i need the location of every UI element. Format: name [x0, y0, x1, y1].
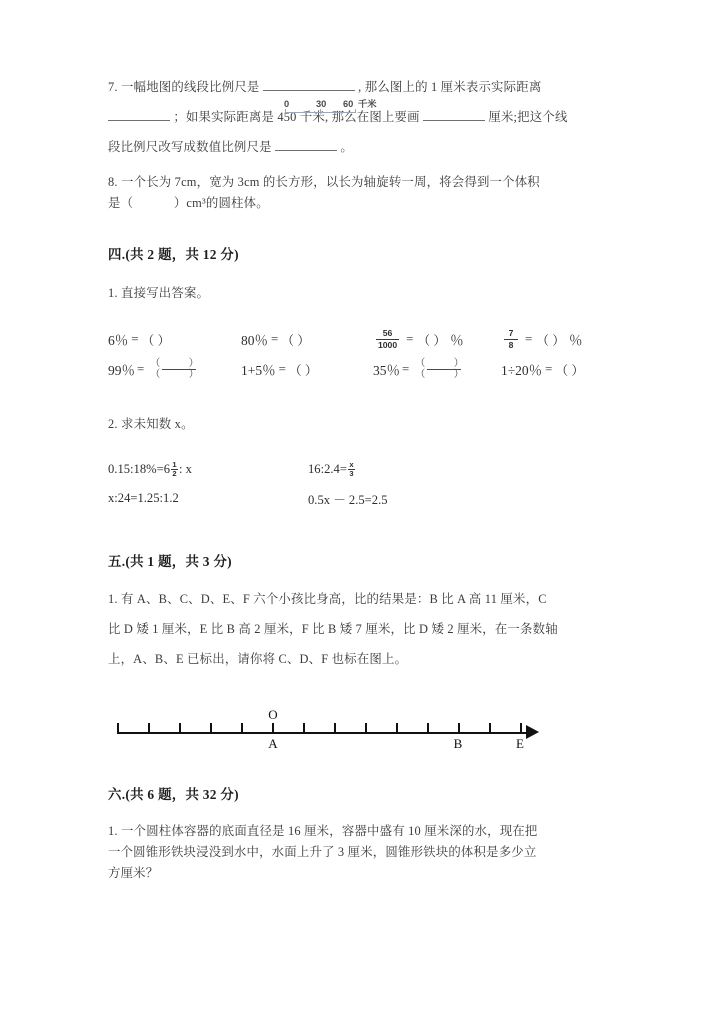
question-8-answer-slot: [137, 195, 171, 207]
percent-item-1: [108, 329, 241, 349]
section-6-text-line-2: 一个圆锥形铁块浸没到水中，水面上升了 3 厘米，圆锥形铁块的体积是多少立: [108, 845, 537, 859]
scale-bar-tick-0: [285, 109, 286, 113]
question-7-line-1: [108, 72, 614, 102]
number-line-arrowhead-icon: [526, 725, 539, 739]
percent-row-1: [108, 324, 614, 354]
question-7-text-after: , 那么图上的 1 厘米表示实际距离: [358, 80, 542, 94]
number-line-tick-9: [396, 723, 398, 732]
section-5-text-line-3: 上，A、B、E 已标出，请你将 C、D、F 也标在图上。: [108, 652, 408, 666]
percent-item-6: [241, 359, 373, 379]
question-8-number: 8.: [108, 175, 118, 189]
equation-3-text: x:24=1.25:1.2: [108, 491, 179, 505]
percent-item-1-answer: （ ）: [141, 333, 171, 348]
question-7-line-2-text-b: 厘米;把这个线: [488, 110, 568, 124]
equation-row-1: [108, 455, 614, 484]
equation-4: [308, 489, 388, 508]
percent-item-8-left: 1÷20％: [501, 363, 543, 378]
percent-item-6-left: 1+5％: [241, 363, 276, 378]
percent-item-7-answer-fraction: [412, 359, 477, 380]
section-5-text-line-2: 比 D 矮 1 厘米，E 比 B 高 2 厘米，F 比 B 矮 7 厘米，比 D 矮 2 厘米，在一条数轴: [108, 622, 558, 636]
equation-1-fraction: [171, 461, 178, 477]
percent-item-5-left: 99％: [108, 363, 135, 378]
scale-bar-labels: [284, 99, 382, 111]
percent-item-2-left: 80％: [241, 333, 268, 348]
scale-bar-tick-1: [320, 109, 321, 113]
percent-item-4-numerator: 7: [508, 327, 514, 338]
number-line-tick-6: [303, 723, 305, 732]
section-6-heading: 六.(共 6 题，共 32 分): [108, 787, 239, 802]
section-5-item-1-line-1: [108, 584, 614, 614]
spacer: [108, 304, 614, 324]
spacer: [108, 803, 614, 821]
percent-item-4-fraction: [504, 329, 518, 349]
number-line-tick-13: [520, 723, 522, 732]
percent-item-5-answer-fraction: [147, 359, 212, 380]
section-6-text-line-3: 方厘米？: [108, 866, 159, 880]
percent-item-3: [373, 329, 501, 349]
equation-2-fraction: [348, 461, 355, 477]
question-8-line-1: [108, 172, 614, 193]
percent-item-2-answer: （ ）: [281, 333, 311, 348]
percent-item-4-equals: =: [525, 331, 533, 346]
scale-bar-tick-2: [355, 109, 356, 113]
percent-item-2-equals: =: [271, 331, 279, 346]
question-8-line-2: [108, 193, 614, 214]
percent-item-7-denominator: （ ）: [415, 368, 477, 380]
number-line-label-E: E: [516, 736, 524, 751]
section-4-item-1: [108, 283, 614, 304]
section-4-heading: 四.(共 2 题，共 12 分): [108, 247, 239, 262]
equation-2-denominator: 3: [349, 469, 354, 478]
question-7-blank-3: [275, 138, 337, 151]
question-7: [108, 72, 614, 162]
question-7-number: 7.: [108, 80, 118, 94]
spacer: [108, 263, 614, 283]
spacer: [108, 435, 614, 455]
percent-item-4: [501, 329, 611, 349]
question-8-text-2a: 是（: [108, 196, 134, 210]
number-line-tick-11: [458, 723, 460, 732]
equation-2-numerator: x: [349, 460, 354, 470]
percent-item-3-numerator: 56: [382, 327, 393, 338]
number-line-tick-1: [148, 723, 150, 732]
equation-2-prefix: 16:2.4=: [308, 462, 347, 476]
percent-item-4-answer: （ ）: [536, 333, 566, 348]
section-5-item-1-line-2: [108, 614, 614, 644]
percent-item-1-left: 6％: [108, 333, 129, 348]
number-line-tick-4: [241, 723, 243, 732]
section-5-text-line-1: 有 A、B、C、D、E、F 六个小孩比身高，比的结果是：B 比 A 高 11 厘米，C: [121, 592, 547, 606]
section-4-item-2-text: 求未知数 x。: [121, 417, 194, 431]
number-line-label-A: A: [268, 736, 278, 751]
section-4-item-1-text: 直接写出答案。: [121, 286, 210, 300]
percent-item-8-equals: =: [545, 361, 553, 376]
number-line-tick-8: [365, 723, 367, 732]
question-7-blank-2: [423, 108, 485, 121]
equation-1: [108, 461, 308, 477]
equation-1-numerator: 1: [172, 460, 177, 470]
section-6-item-1-line-2: [108, 842, 614, 863]
scale-bar-unit-label: 千米: [358, 99, 377, 109]
question-8-text-2b: ）cm³的圆柱体。: [173, 196, 269, 210]
percent-item-3-fraction: [376, 329, 399, 349]
spacer: [108, 384, 614, 414]
scale-bar-label-0: 0: [284, 99, 290, 109]
number-line-tick-12: [489, 723, 491, 732]
percent-item-1-equals: =: [131, 331, 139, 346]
scale-bar-label-30: 30: [316, 99, 327, 109]
section-6-item-1-line-3: [108, 863, 614, 884]
spacer: [108, 570, 614, 584]
percent-item-2: [241, 329, 373, 349]
percent-item-5-denominator: （ ）: [150, 368, 212, 380]
number-line-label-B: B: [453, 736, 463, 751]
scale-bar-label-60: 60: [343, 99, 354, 109]
number-line-tick-5: [272, 723, 274, 732]
section-4-item-2-number: 2.: [108, 417, 118, 431]
section-6-item-1-number: 1.: [108, 824, 118, 838]
section-4-item-2: [108, 414, 614, 435]
spacer: [108, 758, 614, 784]
question-7-line-3: [108, 132, 614, 162]
percent-item-3-answer: （ ）: [417, 333, 447, 348]
equation-2: [308, 461, 356, 477]
section-5-heading: 五.(共 1 题，共 3 分): [108, 554, 232, 569]
number-line-tick-3: [210, 723, 212, 732]
percent-item-3-equals: =: [406, 331, 414, 346]
percent-item-8-answer: （ ）: [555, 363, 585, 378]
spacer: [108, 674, 614, 690]
percent-item-4-denominator: 8: [508, 339, 514, 350]
equation-row-2: [108, 484, 614, 513]
percent-item-6-answer: （ ）: [288, 363, 318, 378]
equation-4-text: 0.5x － 2.5=2.5: [308, 493, 388, 507]
scale-bar-diagram: [284, 99, 382, 117]
percent-item-7-left: 35％: [373, 363, 400, 378]
percent-item-4-suffix: ％: [569, 333, 583, 348]
spacer: [108, 162, 614, 172]
question-7-blank-1: [108, 108, 170, 121]
spacer: [108, 214, 614, 244]
percent-item-3-suffix: ％: [450, 333, 464, 348]
question-7-line-3-text-b: 。: [340, 140, 353, 154]
percent-item-5: [108, 359, 241, 380]
percent-item-6-equals: =: [278, 361, 286, 376]
page-content: [108, 72, 614, 884]
number-line-label-O: O: [268, 707, 278, 722]
equation-1-denominator: 2: [172, 469, 177, 478]
percent-item-3-denominator: 1000: [378, 339, 398, 350]
section-5-item-1-line-3: [108, 644, 614, 674]
question-7-scale-slot: [263, 78, 355, 91]
percent-item-7-equals: =: [402, 361, 410, 376]
percent-item-5-numerator: （ ）: [150, 357, 212, 369]
section-4-item-1-number: 1.: [108, 286, 118, 300]
number-line-tick-10: [427, 723, 429, 732]
percent-row-2: [108, 354, 614, 384]
question-7-line-3-text-a: 段比例尺改写成数值比例尺是: [108, 140, 272, 154]
question-8-text-1: 一个长为 7cm，宽为 3cm 的长方形，以长为轴旋转一周，将会得到一个体积: [121, 175, 540, 189]
percent-item-8: [501, 359, 611, 379]
percent-item-7: [373, 359, 501, 380]
percent-item-7-numerator: （ ）: [415, 357, 477, 369]
equation-1-prefix: 0.15:18%=6: [108, 462, 171, 476]
number-line-tick-0: [117, 723, 119, 732]
section-5-item-1-number: 1.: [108, 592, 118, 606]
section-6-item-1-line-1: [108, 821, 614, 842]
equation-1-suffix: : x: [179, 462, 192, 476]
number-line-diagram: [113, 696, 573, 758]
equation-3: [108, 491, 308, 506]
spacer: [108, 513, 614, 551]
question-8: [108, 172, 614, 214]
question-7-text-before: 一幅地图的线段比例尺是: [121, 80, 260, 94]
percent-item-5-equals: =: [137, 361, 145, 376]
number-line-tick-7: [334, 723, 336, 732]
number-line-axis: [117, 732, 530, 734]
section-6-text-line-1: 一个圆柱体容器的底面直径是 16 厘米，容器中盛有 10 厘米深的水，现在把: [121, 824, 538, 838]
number-line-tick-2: [179, 723, 181, 732]
question-7-line-2-text-a: ；如果实际距离是 450 千米, 那么在图上要画: [173, 110, 420, 124]
